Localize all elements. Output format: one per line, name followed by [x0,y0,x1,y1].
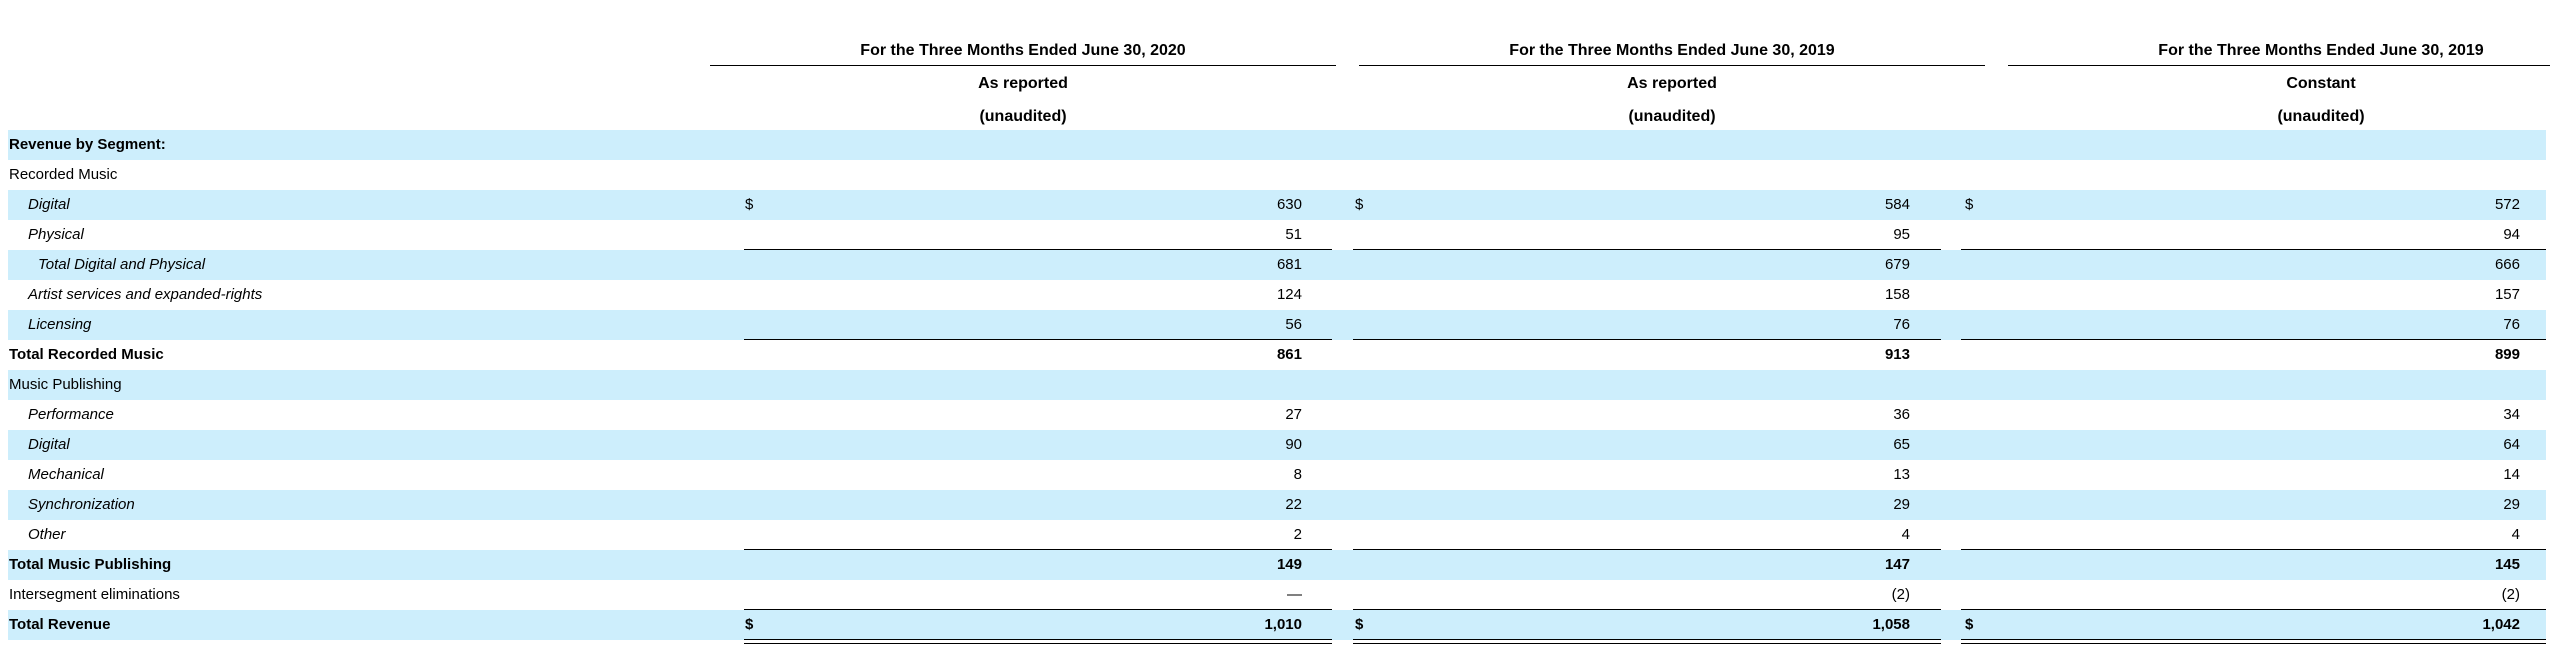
row-label: Total Revenue [9,616,111,633]
table-row [8,340,2546,370]
table-row [8,520,2546,550]
double-underline [1353,639,1941,644]
double-underline [1961,639,2546,644]
row-label: Synchronization [28,496,135,513]
cell-value: 158 [1884,286,1910,303]
cell-value: (2) [2501,586,2520,603]
cell-value: 679 [1884,256,1910,273]
cell-value: 1,042 [2482,616,2520,633]
cell-value: 14 [2503,466,2520,483]
row-label: Digital [28,436,70,453]
cell-value: 145 [2494,556,2520,573]
table-row [8,370,2546,400]
header-period-2: For the Three Months Ended June 30, 2019 [1509,42,1835,59]
table-row [8,280,2546,310]
cell-value: 4 [1901,526,1910,543]
table-row [8,160,2546,190]
cell-value: 76 [1893,316,1910,333]
currency-symbol: $ [1355,196,1364,213]
cell-value: 584 [1884,196,1910,213]
cell-value: 34 [2503,406,2520,423]
cell-value: 861 [1276,346,1302,363]
cell-value: 157 [2494,286,2520,303]
table-row [8,310,2546,340]
table-row [8,610,2546,640]
header-rule-1 [710,65,1336,66]
header-rule-3 [2008,65,2550,66]
row-label: Total Recorded Music [9,346,164,363]
row-label: Total Digital and Physical [38,256,206,273]
row-label: Revenue by Segment: [9,136,166,153]
cell-value: 8 [1293,466,1302,483]
cell-value: 13 [1893,466,1910,483]
cell-value: 1,010 [1264,616,1302,633]
header-period-1: For the Three Months Ended June 30, 2020 [860,42,1186,59]
cell-value: 2 [1293,526,1302,543]
cell-value: 22 [1285,496,1302,513]
header-period-3: For the Three Months Ended June 30, 2019 [2158,42,2484,59]
cell-value: (2) [1891,586,1910,603]
table-row [8,130,2546,160]
cell-value: 65 [1893,436,1910,453]
table-row [8,580,2546,610]
row-label: Other [28,526,66,543]
row-label: Intersegment eliminations [9,586,180,603]
cell-value: 899 [2494,346,2520,363]
cell-value: 51 [1285,226,1302,243]
cell-value: 1,058 [1872,616,1910,633]
row-label: Recorded Music [9,166,118,183]
row-label: Digital [28,196,70,213]
cell-value: 95 [1893,226,1910,243]
table-row [8,430,2546,460]
cell-value: 147 [1884,556,1910,573]
currency-symbol: $ [745,196,754,213]
table-row [8,190,2546,220]
header-status-1: (unaudited) [979,108,1067,125]
row-label: Performance [28,406,114,423]
cell-value: 29 [2503,496,2520,513]
table-row [8,460,2546,490]
cell-value: — [1287,586,1302,603]
cell-value: 4 [2511,526,2520,543]
double-underline [744,639,1332,644]
cell-value: 56 [1285,316,1302,333]
header-basis-3: Constant [2286,75,2356,92]
cell-value: 124 [1276,286,1302,303]
header-status-2: (unaudited) [1628,108,1716,125]
currency-symbol: $ [1355,616,1364,633]
table-row [8,220,2546,250]
row-label: Artist services and expanded-rights [28,286,263,303]
cell-value: 681 [1276,256,1302,273]
row-label: Licensing [28,316,92,333]
cell-value: 94 [2503,226,2520,243]
header-basis-1: As reported [978,75,1068,92]
cell-value: 90 [1285,436,1302,453]
table-row [8,550,2546,580]
header-basis-2: As reported [1627,75,1717,92]
header-rule-2 [1359,65,1985,66]
cell-value: 76 [2503,316,2520,333]
currency-symbol: $ [1965,616,1974,633]
header-status-3: (unaudited) [2277,108,2365,125]
cell-value: 64 [2503,436,2520,453]
cell-value: 572 [2494,196,2520,213]
cell-value: 27 [1285,406,1302,423]
table-row [8,400,2546,430]
table-row [8,250,2546,280]
row-label: Music Publishing [9,376,122,393]
cell-value: 36 [1893,406,1910,423]
row-label: Total Music Publishing [9,556,172,573]
cell-value: 913 [1884,346,1910,363]
row-label: Physical [28,226,84,243]
row-label: Mechanical [28,466,104,483]
cell-value: 666 [2494,256,2520,273]
currency-symbol: $ [745,616,754,633]
cell-value: 630 [1276,196,1302,213]
cell-value: 149 [1276,556,1302,573]
table-row [8,490,2546,520]
currency-symbol: $ [1965,196,1974,213]
cell-value: 29 [1893,496,1910,513]
